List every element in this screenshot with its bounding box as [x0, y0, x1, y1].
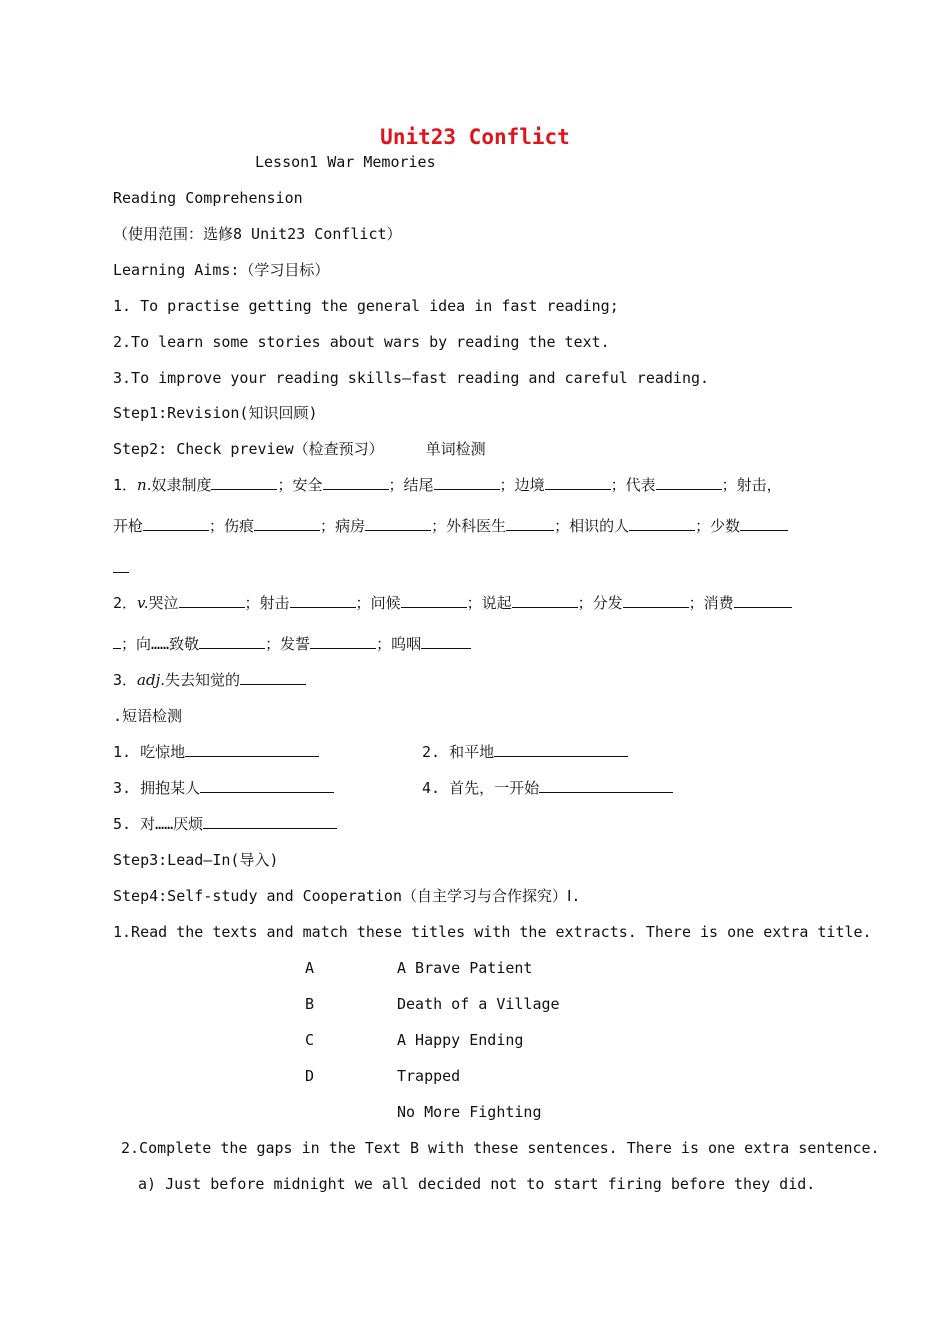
blank-field[interactable]: [240, 670, 306, 685]
blank-field[interactable]: [290, 593, 356, 608]
blank-field[interactable]: [113, 558, 129, 573]
phrase-item: 5. 对……厌烦: [113, 814, 337, 834]
blank-field[interactable]: [185, 742, 319, 757]
blank-field[interactable]: [512, 593, 578, 608]
match-letter: C: [305, 1031, 315, 1049]
vocab-noun-line1: 1．n.奴隶制度 ；安全 ；结尾 ；边境 ；代表 ；射击，: [113, 476, 782, 494]
blank-field[interactable]: [143, 516, 209, 531]
blank-field[interactable]: [656, 475, 722, 490]
blank-field[interactable]: [494, 742, 628, 757]
blank-field[interactable]: [199, 634, 265, 649]
step4-heading: Step4:Self-study and Cooperation（自主学习与合作探究）Ⅰ.: [113, 887, 581, 905]
phrase-item: 3. 拥抱某人: [113, 778, 334, 798]
aim-item: 1. To practise getting the general idea in fast reading;: [113, 297, 619, 315]
lesson-subtitle: Lesson1 War Memories: [255, 153, 436, 171]
vocab-verb-line1: 2．v.哭泣 ；射击 ；问候 ；说起 ；分发 ；消费: [113, 593, 792, 613]
step2-sub: 单词检测: [425, 440, 486, 458]
blank-field[interactable]: [629, 516, 695, 531]
blank-field[interactable]: [734, 593, 792, 608]
sentence-option-a: a) Just before midnight we all decided not to start firing before they did.: [138, 1175, 816, 1193]
section-heading: Reading Comprehension: [113, 189, 303, 207]
blank-field[interactable]: [740, 516, 788, 531]
task1-instruction: 1.Read the texts and match these titles with the extracts. There is one extra title.: [113, 923, 872, 941]
blank-continuation: [113, 558, 129, 578]
aim-item: 2.To learn some stories about wars by reading the text.: [113, 333, 610, 351]
blank-field[interactable]: [113, 634, 121, 649]
aims-heading: Learning Aims:（学习目标）: [113, 261, 330, 279]
blank-field[interactable]: [539, 778, 673, 793]
document-title: Unit23 Conflict: [380, 125, 570, 149]
vocab-verb-line2: ；向……致敬 ；发誓 ；呜咽: [113, 634, 471, 654]
blank-field[interactable]: [434, 475, 500, 490]
match-title: Trapped: [397, 1067, 461, 1085]
blank-field[interactable]: [211, 475, 277, 490]
step2-heading: Step2: Check preview（检查预习） 单词检测: [113, 440, 486, 458]
blank-field[interactable]: [323, 475, 389, 490]
blank-field[interactable]: [179, 593, 245, 608]
step3-heading: Step3:Lead—In(导入): [113, 851, 279, 869]
match-title: Death of a Village: [397, 995, 560, 1013]
phrase-item: 4. 首先，一开始: [422, 778, 673, 798]
phrase-item: 2. 和平地: [422, 742, 628, 762]
usage-range: （使用范围：选修8 Unit23 Conflict）: [113, 225, 402, 243]
blank-field[interactable]: [310, 634, 376, 649]
phrase-item: 1. 吃惊地: [113, 742, 319, 762]
match-title: No More Fighting: [397, 1103, 542, 1121]
blank-field[interactable]: [200, 778, 334, 793]
task2-instruction: 2.Complete the gaps in the Text B with these sentences. There is one extra sentence.: [121, 1139, 880, 1157]
match-title: A Brave Patient: [397, 959, 533, 977]
blank-field[interactable]: [545, 475, 611, 490]
blank-field[interactable]: [401, 593, 467, 608]
match-letter: D: [305, 1067, 315, 1085]
match-letter: A: [305, 959, 315, 977]
blank-field[interactable]: [421, 634, 471, 649]
match-letter: B: [305, 995, 315, 1013]
match-title: A Happy Ending: [397, 1031, 524, 1049]
vocab-adj-line: 3．adj.失去知觉的: [113, 670, 306, 690]
step1-heading: Step1:Revision(知识回顾): [113, 404, 318, 422]
phrase-heading: .短语检测: [113, 707, 183, 725]
aim-item: 3.To improve your reading skills—fast reading and careful reading.: [113, 369, 710, 387]
blank-field[interactable]: [365, 516, 431, 531]
blank-field[interactable]: [254, 516, 320, 531]
blank-field[interactable]: [623, 593, 689, 608]
vocab-noun-line2: 开枪 ；伤痕 ；病房 ；外科医生 ；相识的人 ；少数: [113, 516, 788, 536]
blank-field[interactable]: [203, 814, 337, 829]
blank-field[interactable]: [506, 516, 554, 531]
